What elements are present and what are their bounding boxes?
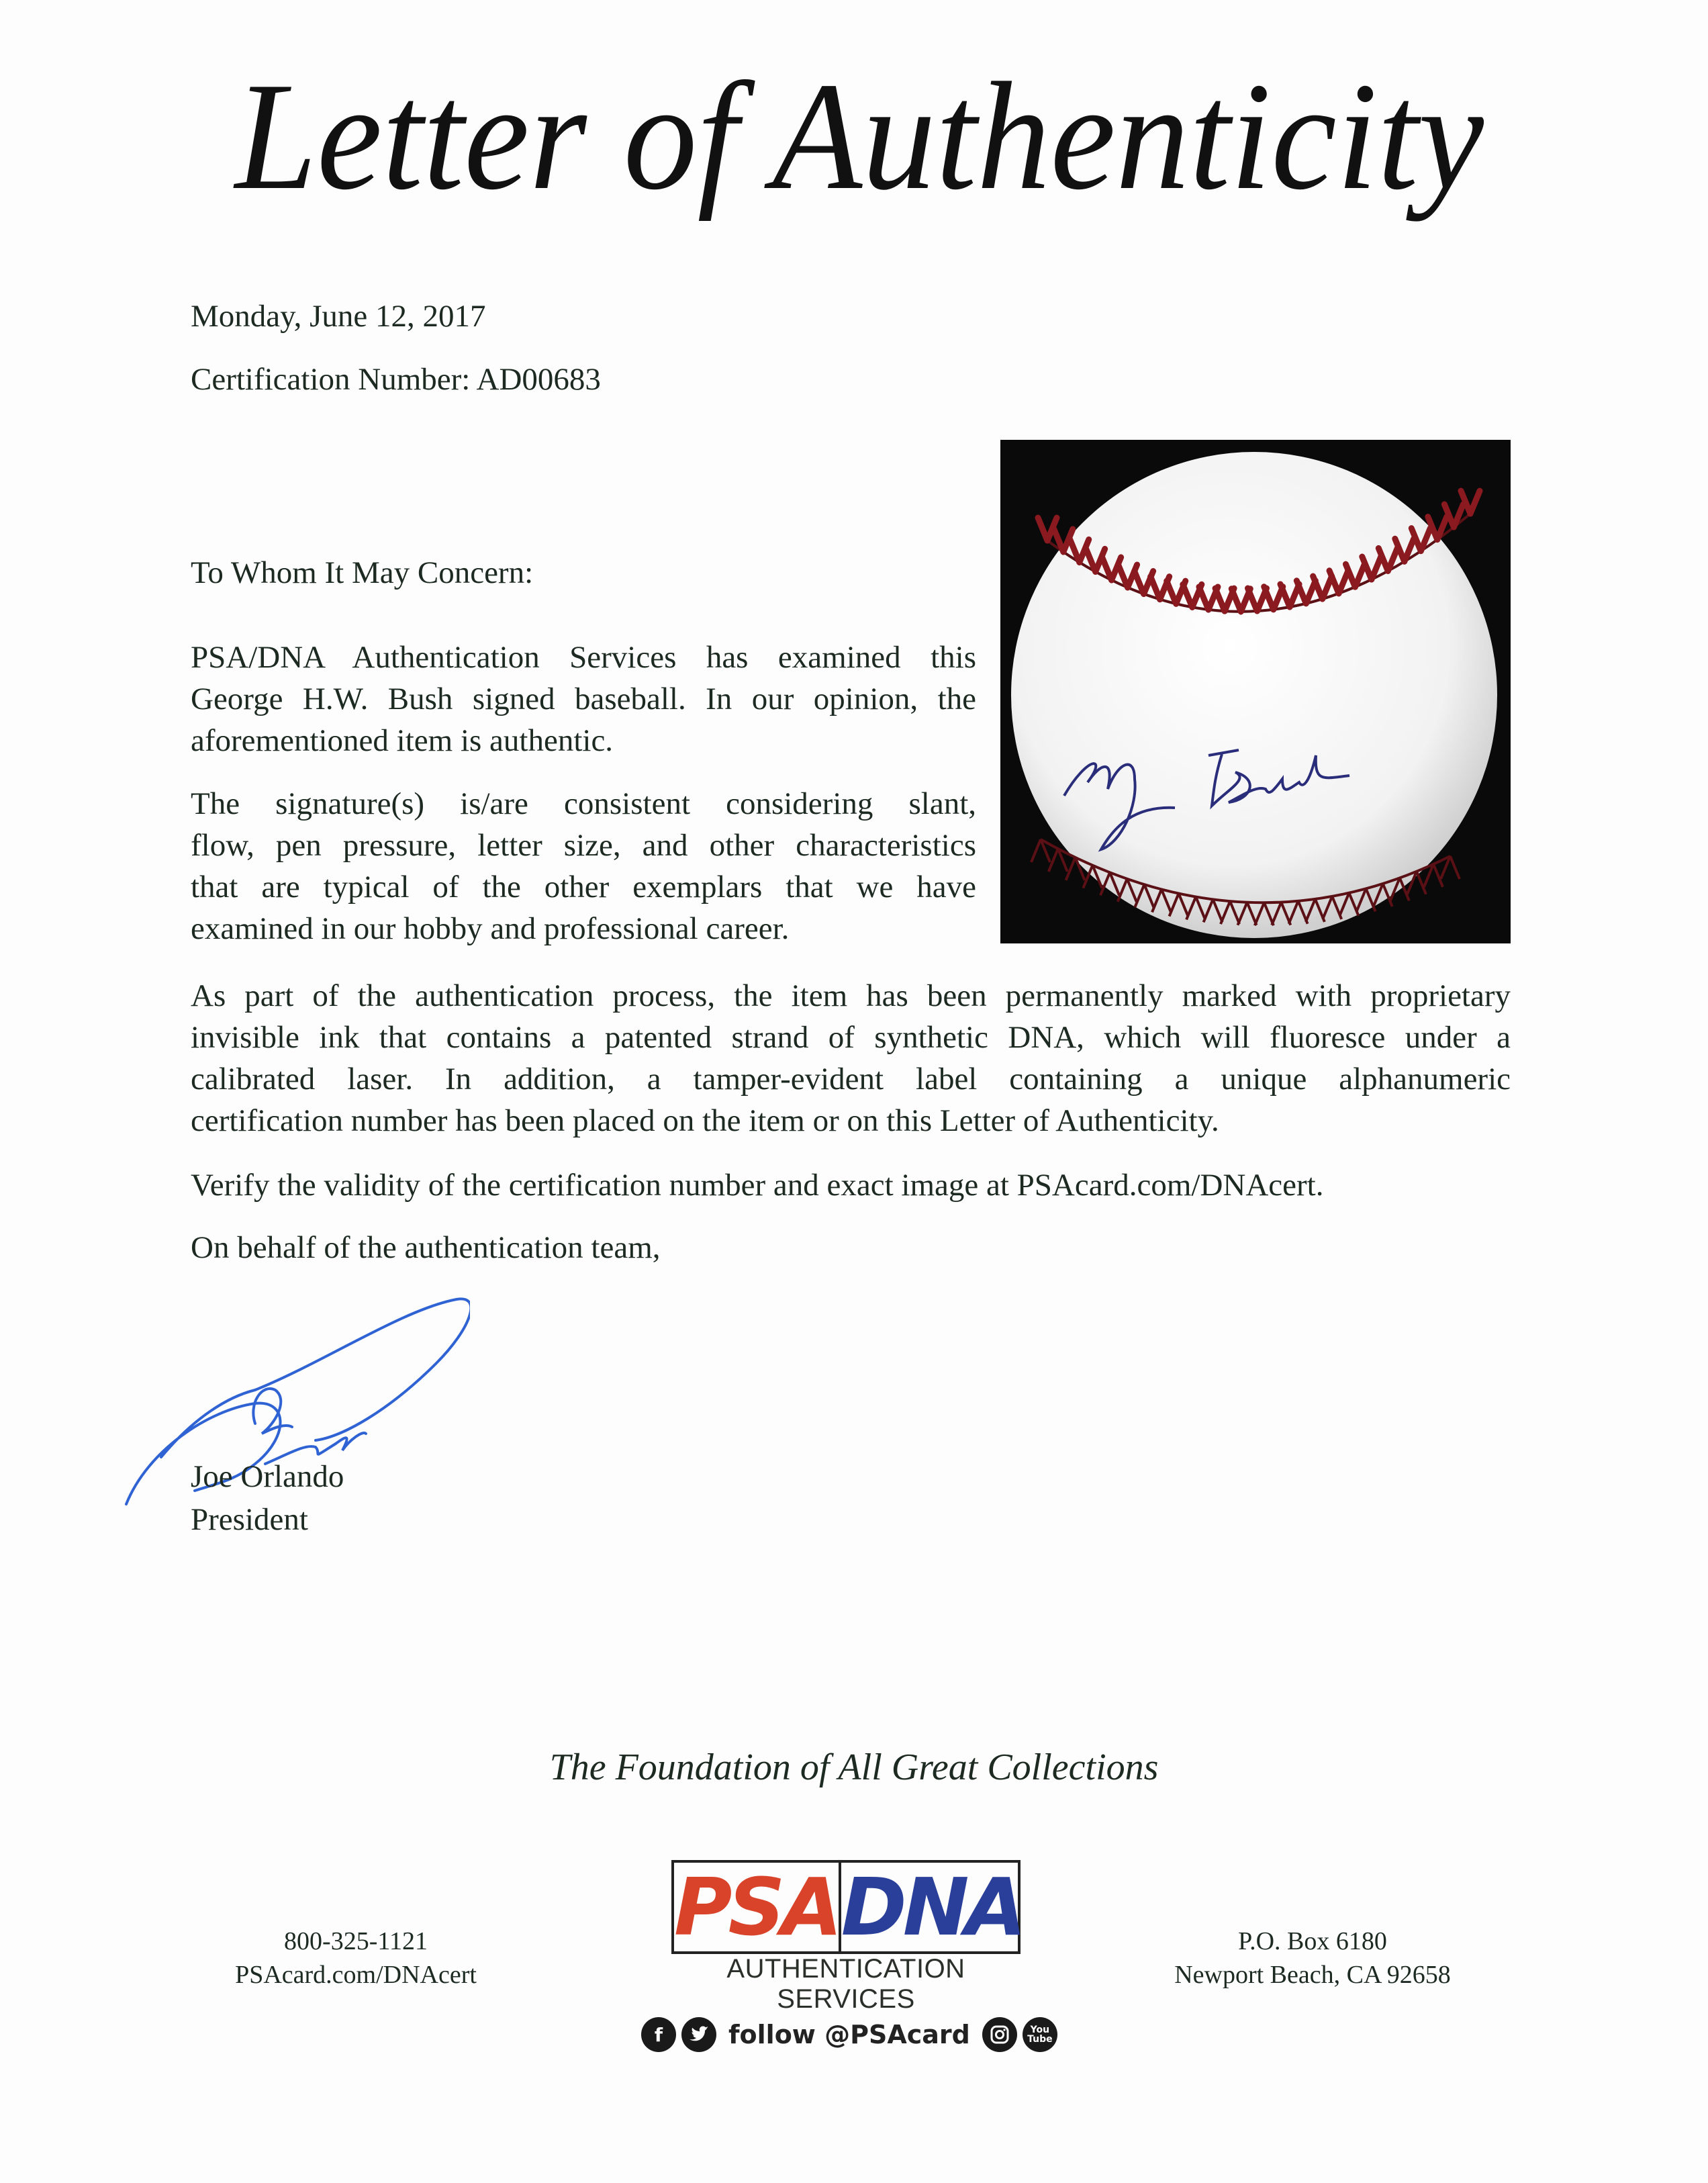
twitter-icon[interactable] (681, 2017, 716, 2052)
paragraph-examined (191, 637, 976, 761)
facebook-icon[interactable]: f (641, 2017, 676, 2052)
follow-handle[interactable]: follow @PSAcard (728, 2020, 970, 2049)
signer-title: President (191, 1502, 308, 1537)
address-line1: P.O. Box 6180 (1238, 1927, 1387, 1955)
paragraph-line: PSA/DNA Authentication Services has examined this (191, 640, 976, 675)
baseball-image (1000, 440, 1511, 943)
youtube-icon[interactable]: You Tube (1023, 2017, 1057, 2052)
letter-title-text: Letter of Authenticity (233, 50, 1484, 222)
paragraph-line: calibrated laser. In addition, a tamper-evident label containing a unique alphanumeric (191, 1062, 1511, 1097)
stitch (1470, 491, 1480, 514)
paragraph-line: flow, pen pressure, letter size, and other characteristics (191, 828, 976, 863)
verify-statement: Verify the validity of the certification number and exact image at PSAcard.com/DNAcert. (191, 1168, 1324, 1203)
website-link[interactable]: PSAcard.com/DNAcert (235, 1961, 477, 1989)
logo-subtitle: AUTHENTICATION SERVICES (726, 1954, 965, 2014)
closing: On behalf of the authentication team, (191, 1230, 661, 1265)
stitch (1450, 856, 1460, 879)
mailing-address (1141, 1924, 1484, 1992)
item-photo (1000, 440, 1511, 943)
signer-name: Joe Orlando (191, 1459, 344, 1494)
paragraph-signature-consistency (191, 783, 976, 949)
baseball (1011, 452, 1497, 938)
paragraph-dna-process (191, 975, 1511, 1142)
footer-tagline: The Foundation of All Great Collections (549, 1747, 1159, 1788)
logo-psa: PSA (674, 1863, 841, 1951)
paragraph-line: examined in our hobby and professional career. (191, 911, 790, 946)
logo-dna: DNA (841, 1861, 1023, 1953)
paragraph-line: As part of the authentication process, the item has been permanently marked with proprietary (191, 978, 1511, 1013)
phone-number: 800-325-1121 (284, 1927, 428, 1955)
paragraph-line: invisible ink that contains a patented strand of synthetic DNA, which will fluoresce under a (191, 1020, 1511, 1055)
letter-title (222, 47, 1497, 242)
stitch (1031, 839, 1041, 862)
address-line2: Newport Beach, CA 92658 (1174, 1961, 1451, 1989)
psa-dna-logo (671, 1860, 1021, 1954)
certification-number: Certification Number: AD00683 (191, 362, 601, 397)
greeting: To Whom It May Concern: (191, 555, 534, 590)
contact-info (188, 1924, 524, 1992)
social-follow (641, 2014, 1057, 2055)
paragraph-line: George H.W. Bush signed baseball. In our opinion, the (191, 682, 976, 716)
paragraph-line: The signature(s) is/are consistent considering slant, (191, 786, 976, 821)
instagram-icon[interactable] (982, 2017, 1017, 2052)
paragraph-line: that are typical of the other exemplars that we have (191, 870, 976, 904)
paragraph-line: aforementioned item is authentic. (191, 723, 614, 758)
paragraph-line: certification number has been placed on the item or on this Letter of Authenticity. (191, 1103, 1219, 1138)
letter-date: Monday, June 12, 2017 (191, 299, 486, 334)
